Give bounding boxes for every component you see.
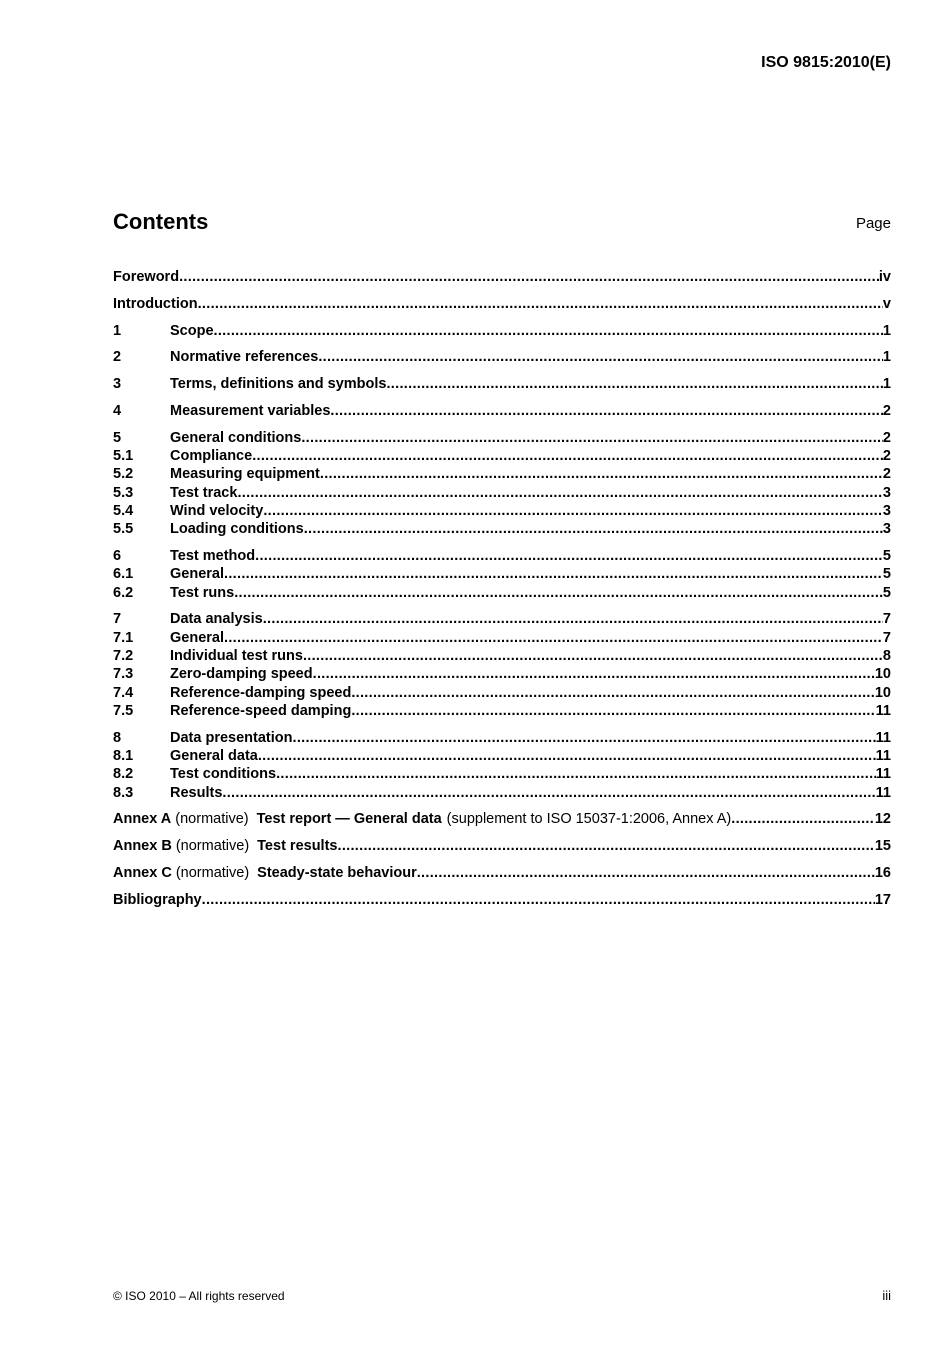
toc-group bbox=[113, 864, 891, 882]
toc-entry-title: Reference-damping speed bbox=[170, 684, 352, 701]
toc-entry-page: 5 bbox=[882, 566, 891, 583]
dot-leader bbox=[313, 665, 875, 683]
toc-entry-title: Measurement variables bbox=[170, 402, 331, 419]
dot-leader bbox=[386, 375, 882, 393]
toc-entry-number: 7.2 bbox=[113, 648, 134, 665]
toc-entry-number: 5.2 bbox=[113, 466, 134, 483]
toc-entry-scope[interactable] bbox=[113, 322, 891, 340]
annex-title: Steady-state behaviour bbox=[257, 865, 417, 882]
toc-entry-number: 7.5 bbox=[113, 702, 134, 719]
toc-entry-number: 5.1 bbox=[113, 448, 134, 465]
toc-entry-title: Compliance bbox=[170, 448, 253, 465]
toc-entry-title: General data bbox=[170, 748, 258, 765]
dot-leader bbox=[252, 447, 883, 465]
dot-leader bbox=[731, 810, 875, 828]
dot-leader bbox=[292, 729, 875, 747]
dot-leader bbox=[198, 295, 883, 313]
toc-entry-title: General bbox=[170, 629, 224, 646]
toc-entry-page: 11 bbox=[875, 784, 891, 801]
toc-entry-title: Test conditions bbox=[170, 766, 277, 783]
toc-entry-page: 8 bbox=[882, 648, 891, 665]
toc-group bbox=[113, 891, 891, 909]
dot-leader bbox=[224, 565, 883, 583]
copyright-notice: © ISO 2010 – All rights reserved bbox=[113, 1289, 285, 1303]
toc-entry-number: 7.3 bbox=[113, 666, 134, 683]
toc-entry-page: 3 bbox=[882, 502, 891, 519]
annex-type: (normative) bbox=[175, 838, 250, 855]
toc-entry-page: 16 bbox=[874, 865, 891, 882]
toc-entry-page: 2 bbox=[882, 402, 891, 419]
contents-title: Contents bbox=[113, 209, 209, 234]
toc-entry-number: 5 bbox=[113, 429, 122, 446]
dot-leader bbox=[318, 348, 883, 366]
toc-entry-title: Individual test runs bbox=[170, 648, 303, 665]
toc-entry-number: 1 bbox=[113, 322, 122, 339]
toc-entry-number: 2 bbox=[113, 349, 122, 366]
dot-leader bbox=[304, 520, 883, 538]
toc-entry-number: 7.1 bbox=[113, 629, 134, 646]
dot-leader bbox=[255, 547, 883, 565]
toc-entry-title: Bibliography bbox=[113, 891, 202, 908]
toc-group bbox=[113, 547, 891, 602]
toc-entry-title: Data analysis bbox=[170, 611, 263, 628]
toc-group bbox=[113, 402, 891, 420]
dot-leader bbox=[263, 502, 883, 520]
document-id: ISO 9815:2010(E) bbox=[761, 54, 891, 71]
toc-entry-title: General bbox=[170, 566, 224, 583]
toc-entry-number: 8.3 bbox=[113, 784, 134, 801]
toc-entry-page: v bbox=[882, 295, 891, 312]
toc-entry-page: 12 bbox=[874, 811, 891, 828]
annex-title: Test results bbox=[257, 838, 338, 855]
toc-group bbox=[113, 729, 891, 802]
toc-entry-title: Normative references bbox=[170, 349, 319, 366]
toc-entry-annex-a[interactable] bbox=[113, 810, 891, 828]
toc-entry-measuring-equipment[interactable] bbox=[113, 465, 891, 483]
toc-entry-general[interactable] bbox=[113, 565, 891, 583]
toc-entry-title: Measuring equipment bbox=[170, 466, 320, 483]
toc-entry-number: 5.4 bbox=[113, 502, 134, 519]
dot-leader bbox=[258, 747, 876, 765]
toc-group bbox=[113, 375, 891, 393]
toc-entry-general-conditions[interactable] bbox=[113, 429, 891, 447]
toc-entry-general-data[interactable] bbox=[113, 747, 891, 765]
toc-entry-page: 11 bbox=[875, 748, 891, 765]
toc-entry-title: Results bbox=[170, 784, 223, 801]
toc-entry-bibliography[interactable] bbox=[113, 891, 891, 909]
toc-entry-title: Reference-speed damping bbox=[170, 702, 352, 719]
toc-entry-page: 5 bbox=[882, 584, 891, 601]
dot-leader bbox=[234, 584, 883, 602]
toc-entry-number: 6.2 bbox=[113, 584, 134, 601]
toc-entry-title: General conditions bbox=[170, 429, 302, 446]
toc-group bbox=[113, 810, 891, 828]
toc-group bbox=[113, 295, 891, 313]
toc-group bbox=[113, 322, 891, 340]
toc-entry-number: 4 bbox=[113, 402, 122, 419]
toc-entry-terms[interactable] bbox=[113, 375, 891, 393]
toc-group bbox=[113, 348, 891, 366]
toc-entry-page: 5 bbox=[882, 548, 891, 565]
toc-entry-data-analysis[interactable] bbox=[113, 610, 891, 628]
table-of-contents bbox=[113, 268, 891, 918]
toc-entry-loading-conditions[interactable] bbox=[113, 520, 891, 538]
annex-label: Annex A bbox=[113, 811, 172, 828]
annex-suffix: (supplement to ISO 15037-1:2006, Annex A) bbox=[446, 811, 732, 828]
toc-entry-page: 1 bbox=[882, 376, 891, 393]
annex-type: (normative) bbox=[175, 865, 250, 882]
toc-entry-test-method[interactable] bbox=[113, 547, 891, 565]
toc-entry-page: 2 bbox=[882, 466, 891, 483]
toc-entry-number: 8.1 bbox=[113, 748, 134, 765]
toc-entry-number: 8.2 bbox=[113, 766, 134, 783]
toc-entry-wind-velocity[interactable] bbox=[113, 502, 891, 520]
toc-group bbox=[113, 610, 891, 720]
toc-entry-annex-c[interactable] bbox=[113, 864, 891, 882]
toc-entry-zero-damping-speed[interactable] bbox=[113, 665, 891, 683]
toc-entry-compliance[interactable] bbox=[113, 447, 891, 465]
toc-entry-number: 7.4 bbox=[113, 684, 134, 701]
dot-leader bbox=[202, 891, 875, 909]
toc-entry-page: 2 bbox=[882, 448, 891, 465]
toc-entry-page: 1 bbox=[882, 322, 891, 339]
toc-entry-title: Data presentation bbox=[170, 729, 293, 746]
dot-leader bbox=[330, 402, 883, 420]
toc-entry-measurement-variables[interactable] bbox=[113, 402, 891, 420]
toc-entry-foreword[interactable] bbox=[113, 268, 891, 286]
dot-leader bbox=[224, 629, 883, 647]
dot-leader bbox=[320, 465, 883, 483]
toc-entry-number: 5.5 bbox=[113, 521, 134, 538]
toc-entry-number: 6 bbox=[113, 548, 122, 565]
toc-entry-number: 7 bbox=[113, 611, 122, 628]
annex-label: Annex C bbox=[113, 865, 172, 882]
toc-entry-page: 1 bbox=[882, 349, 891, 366]
toc-entry-reference-speed-damping[interactable] bbox=[113, 702, 891, 720]
page-number: iii bbox=[882, 1288, 891, 1303]
toc-entry-title: Test method bbox=[170, 548, 256, 565]
toc-entry-test-runs[interactable] bbox=[113, 584, 891, 602]
toc-entry-page: 10 bbox=[874, 684, 891, 701]
dot-leader bbox=[301, 429, 883, 447]
toc-group bbox=[113, 268, 891, 286]
annex-label: Annex B bbox=[113, 838, 172, 855]
toc-entry-page: 10 bbox=[874, 666, 891, 683]
toc-group bbox=[113, 837, 891, 855]
toc-entry-title: Wind velocity bbox=[170, 502, 264, 519]
toc-entry-results[interactable] bbox=[113, 784, 891, 802]
toc-entry-page: 7 bbox=[882, 629, 891, 646]
dot-leader bbox=[351, 702, 875, 720]
toc-entry-page: 11 bbox=[875, 729, 891, 746]
dot-leader bbox=[337, 837, 874, 855]
toc-entry-page: 17 bbox=[874, 891, 891, 908]
toc-entry-title: Introduction bbox=[113, 295, 198, 312]
toc-entry-title: Zero-damping speed bbox=[170, 666, 313, 683]
toc-entry-general[interactable] bbox=[113, 629, 891, 647]
toc-entry-page: 15 bbox=[874, 838, 891, 855]
dot-leader bbox=[351, 684, 875, 702]
toc-entry-title: Foreword bbox=[113, 269, 180, 285]
toc-entry-reference-damping-speed[interactable] bbox=[113, 684, 891, 702]
toc-entry-title: Test runs bbox=[170, 584, 235, 601]
toc-entry-annex-b[interactable] bbox=[113, 837, 891, 855]
toc-entry-page: 3 bbox=[882, 521, 891, 538]
toc-entry-page: 11 bbox=[875, 702, 891, 719]
toc-entry-normative-references[interactable] bbox=[113, 348, 891, 366]
dot-leader bbox=[417, 864, 875, 882]
dot-leader bbox=[222, 784, 875, 802]
toc-group bbox=[113, 429, 891, 539]
toc-entry-number: 3 bbox=[113, 376, 122, 393]
toc-entry-title: Scope bbox=[170, 322, 214, 339]
toc-entry-test-conditions[interactable] bbox=[113, 765, 891, 783]
toc-entry-data-presentation[interactable] bbox=[113, 729, 891, 747]
toc-entry-number: 8 bbox=[113, 729, 122, 746]
toc-entry-number: 5.3 bbox=[113, 484, 134, 501]
page-column-label: Page bbox=[855, 215, 891, 232]
toc-entry-number: 6.1 bbox=[113, 566, 134, 583]
toc-entry-page: 11 bbox=[875, 766, 891, 783]
dot-leader bbox=[214, 322, 883, 340]
toc-entry-title: Terms, definitions and symbols bbox=[170, 376, 387, 393]
toc-entry-page: 2 bbox=[882, 429, 891, 446]
toc-entry-page: 7 bbox=[882, 611, 891, 628]
dot-leader bbox=[303, 647, 883, 665]
dot-leader bbox=[263, 610, 883, 628]
toc-entry-title: Test track bbox=[170, 484, 238, 501]
toc-entry-introduction[interactable] bbox=[113, 295, 891, 313]
dot-leader bbox=[276, 765, 876, 783]
toc-entry-page: iv bbox=[878, 269, 891, 285]
toc-entry-test-track[interactable] bbox=[113, 484, 891, 502]
toc-entry-title: Loading conditions bbox=[170, 521, 304, 538]
toc-entry-page: 3 bbox=[882, 484, 891, 501]
dot-leader bbox=[179, 268, 879, 286]
annex-title: Test report — General data bbox=[256, 811, 442, 828]
annex-type: (normative) bbox=[175, 811, 249, 828]
toc-entry-individual-test-runs[interactable] bbox=[113, 647, 891, 665]
dot-leader bbox=[237, 484, 882, 502]
